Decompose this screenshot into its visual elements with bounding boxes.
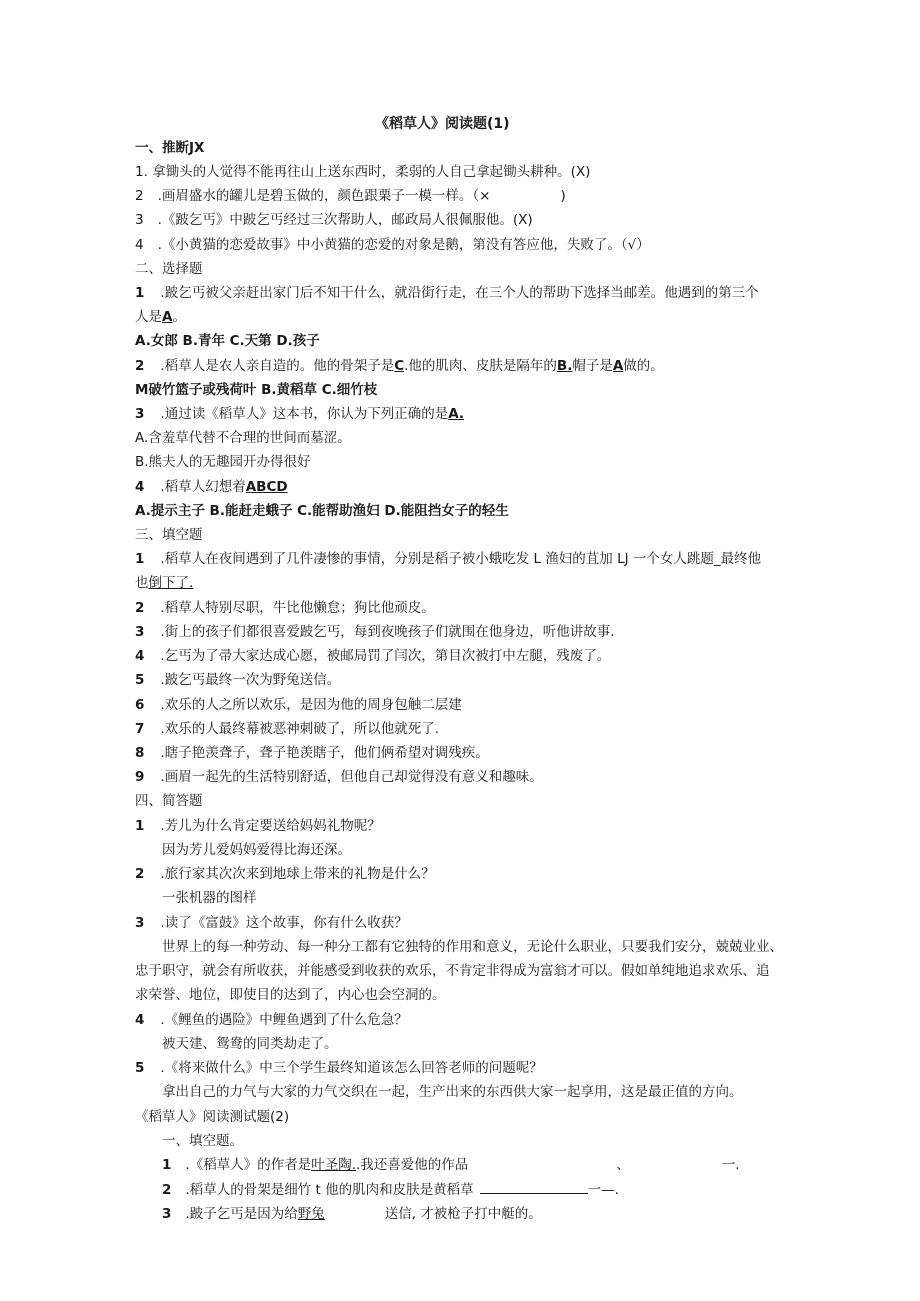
choice-question-1-cont: 人是A。 bbox=[135, 309, 186, 325]
choice-question-2: 2 .稻草人是农人亲自造的。他的骨架子是C.他的肌肉、皮肤是隔年的B.帽子是A做的。 bbox=[135, 358, 664, 374]
short-question-4: 4 .《鲤鱼的遇险》中鲤鱼遇到了什么危急？ bbox=[135, 1012, 408, 1028]
answer: A. bbox=[448, 406, 465, 422]
fill-question-6: 6 .欢乐的人之所以欢乐，是因为他的周身包触二层建 bbox=[135, 697, 462, 713]
fill-question-8: 8 .瞎子艳羡聋子，聋子艳羡瞎子，他们俩希望对调残疾。 bbox=[135, 745, 489, 761]
question-number: 4 bbox=[135, 237, 144, 253]
short-question-5: 5 .《将来做什么》中三个学生最终知道该怎么回答老师的问题呢？ bbox=[135, 1060, 543, 1076]
choice-question-4: 4 .稻草人幻想着ABCD bbox=[135, 479, 288, 495]
answer: C bbox=[394, 358, 405, 374]
answer: A bbox=[162, 309, 173, 325]
answer-blank bbox=[480, 1180, 588, 1194]
section-heading-judgement: 一、推断JX bbox=[135, 140, 205, 156]
fill-question-5: 5 .跛乞丐最终一次为野兔送信。 bbox=[135, 672, 341, 688]
choice-question-1 bbox=[135, 284, 759, 302]
section-heading-fill: 三、填空题 bbox=[135, 527, 203, 543]
judge-question-4 bbox=[135, 236, 650, 254]
short-question-2: 2 .旅行家其次次来到地球上带来的礼物是什么？ bbox=[135, 866, 435, 882]
fill-question-4: 4 .乞丐为了帚大家达成心愿，被邮局罚了闫次，第目次被打中左腿，残废了。 bbox=[135, 648, 611, 664]
short-answer-3-line-1: 世界上的每一种劳动、每一种分工都有它独特的作用和意义，无论什么职业，只要我们安分，兢兢业业、 bbox=[162, 939, 783, 955]
question-number: 1 bbox=[135, 285, 145, 301]
answer-bracket-close: ) bbox=[560, 188, 566, 204]
question-number: 3 bbox=[135, 406, 145, 422]
fill-question-9: 9 .画眉一起先的生活特别舒适，但他自己却觉得没有意义和趣味。 bbox=[135, 769, 543, 785]
fill-question-1: 1 .稻草人在夜间遇到了几件凄惨的事情，分别是稻子被小蛾吃发 L 渔妇的苴加 LJ 一个女人跳题_最终他 bbox=[135, 551, 762, 567]
choice-option-3b: B.熊夫人的无趣园开办得很好 bbox=[135, 454, 311, 470]
answer: 倒下了. bbox=[148, 575, 194, 591]
fill-question-1-cont: 也倒下了. bbox=[135, 575, 194, 591]
answer: 野兔 bbox=[297, 1206, 325, 1222]
part2-title: 《稻草人》阅读测试题(2) bbox=[135, 1109, 290, 1125]
short-answer-2: 一张机器的图样 bbox=[162, 890, 257, 906]
section-heading-choice: 二、选择题 bbox=[135, 261, 203, 277]
part2-question-2: 2 .稻草人的骨架是细竹 t 他的肌肉和皮肤是黄稻草 一—. bbox=[162, 1182, 619, 1198]
question-text: .画眉盛水的罐儿是碧玉做的，颜色跟栗子一模一样。（× bbox=[157, 188, 491, 204]
section-heading-short-answer: 四、简答题 bbox=[135, 793, 203, 809]
part2-heading: 一、填空题。 bbox=[162, 1133, 243, 1149]
fill-question-3: 3 .街上的孩子们都很喜爱跛乞丐，每到夜晚孩子们就围在他身边，听他讲故事. bbox=[135, 624, 615, 640]
fill-question-7: 7 .欢乐的人最终幕被恶神刺破了，所以他就死了. bbox=[135, 721, 439, 737]
judge-question-3 bbox=[135, 211, 533, 229]
question-text: .《小黄猫的恋爱故事》中小黄猫的恋爱的对象是鹅，第没有答应他，失败了。（√） bbox=[157, 237, 650, 253]
answer: B. bbox=[556, 358, 573, 374]
part2-question-3: 3 .跛子乞丐是因为给野兔 送信, 才被枪子打中艇的。 bbox=[162, 1206, 542, 1222]
question-number: 3 bbox=[135, 212, 144, 228]
short-question-3: 3 .读了《富鼓》这个故事，你有什么收获？ bbox=[135, 915, 408, 931]
short-answer-4: 被天建、鸳鸯的同类劫走了。 bbox=[162, 1036, 338, 1052]
answer: ABCD bbox=[245, 479, 288, 495]
choice-option-3a: A.含羞草代替不合理的世间而墓涩。 bbox=[135, 430, 351, 446]
judge-question-1: 1. 拿锄头的人觉得不能再往山上送东西时，柔弱的人自己拿起锄头耕种。(X) bbox=[135, 164, 591, 180]
question-number: 1 bbox=[135, 551, 145, 567]
choice-options-1: A.女郎 B.青年 C.天第 D.孩子 bbox=[135, 333, 320, 349]
question-text: .《跛乞丐》中跛乞丐经过三次帮助人，邮政局人很佩服他。(X) bbox=[157, 212, 533, 228]
page-title: 《稻草人》阅读题(1) bbox=[375, 116, 510, 132]
question-text: .跛乞丐被父亲赶出家门后不知干什么，就沿街行走，在三个人的帮助下选择当邮差。他遇到的第三个 bbox=[160, 285, 759, 301]
part2-question-1: 1 .《稻草人》的作者是叶圣陶..我还喜爱他的作品 、 一. bbox=[162, 1157, 740, 1173]
judge-question-2 bbox=[135, 187, 566, 205]
question-number: 2 bbox=[135, 358, 145, 374]
short-answer-1: 因为芳儿爱妈妈爱得比海还深。 bbox=[162, 842, 351, 858]
fill-question-2: 2 .稻草人特别尽职，牛比他懒怠；狗比他顽皮。 bbox=[135, 600, 435, 616]
question-number: 4 bbox=[135, 479, 145, 495]
short-answer-3-line-3: 求荣誉、地位，即使目的达到了，内心也会空洞的。 bbox=[135, 987, 446, 1003]
choice-question-3: 3 .通过读《稻草人》这本书，你认为下列正确的是A. bbox=[135, 406, 465, 422]
short-answer-3-line-2: 忠于职守，就会有所收获，并能感受到收获的欢乐，不肯定非得成为富翁才可以。假如单纯地追求欢乐、追 bbox=[135, 963, 770, 979]
answer: 叶圣陶. bbox=[311, 1157, 356, 1173]
answer: A bbox=[612, 358, 624, 374]
choice-options-4: A.提示主子 B.能赶走蛾子 C.能帮助渔妇 D.能阻挡女子的轻生 bbox=[135, 503, 509, 519]
question-number: 2 bbox=[135, 188, 144, 204]
short-answer-5: 拿出自己的力气与大家的力气交织在一起，生产出来的东西供大家一起享用，这是最正值的方向。 bbox=[162, 1084, 743, 1100]
short-question-1: 1 .芳儿为什么肯定要送给妈妈礼物呢？ bbox=[135, 818, 381, 834]
choice-options-2: M破竹篮子或残荷叶 B.黄稻草 C.细竹枝 bbox=[135, 382, 378, 398]
